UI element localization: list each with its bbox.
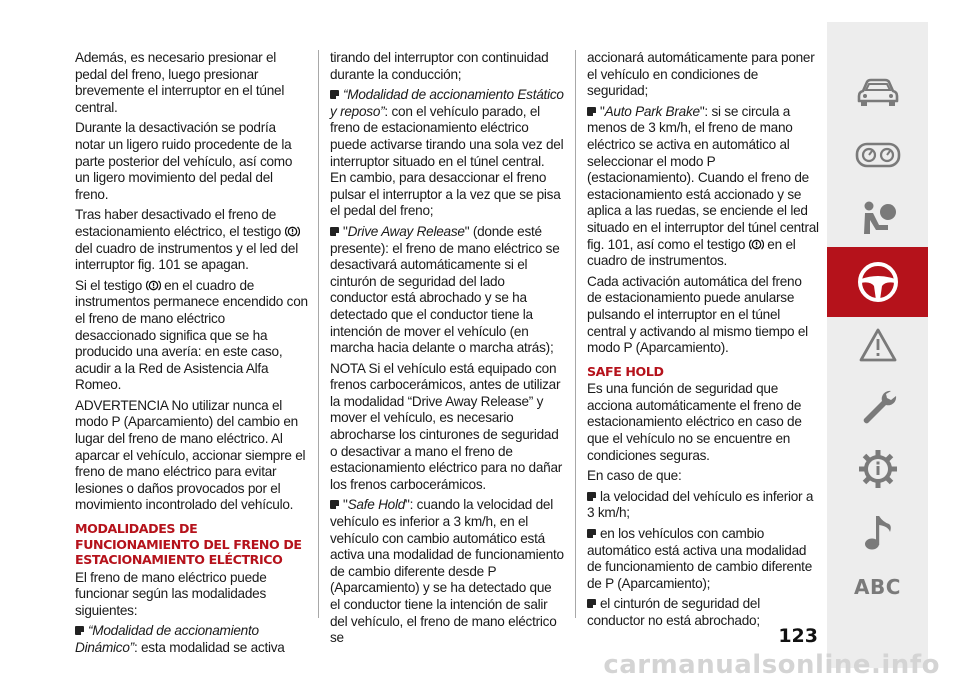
section-heading: SAFE HOLD <box>587 363 664 379</box>
bullet-item <box>330 497 564 646</box>
music-note-icon <box>861 512 895 552</box>
warning-triangle-icon <box>858 327 898 363</box>
brake-warning-lamp-icon <box>146 279 161 292</box>
paragraph: En caso de que: <box>587 468 682 484</box>
bullet-text: en los vehículos con cambio automático está activa una modalidad de funcionamiento de cambio diferente de P (Aparcamiento); <box>587 525 813 591</box>
bullet-square-icon <box>75 626 84 635</box>
mode-name: “Modalidad de accionamiento Dinámico” <box>75 623 259 655</box>
brake-warning-lamp-icon <box>749 238 764 251</box>
tab-emergency[interactable] <box>827 372 928 442</box>
quote-mark: " <box>343 223 348 239</box>
section-heading: MODALIDADES DE FUNCIONAMIENTO DEL FRENO DE ESTACIONAMIENTO ELÉCTRICO <box>75 521 302 568</box>
bullet-text: en el cuadro de instrumentos. <box>587 236 796 269</box>
page-number: 123 <box>778 625 818 647</box>
paragraph: Cada activación automática del freno de estacionamiento puede anularse pulsando el interruptor en el túnel central y activando al mismo tiempo el modo P (Aparcamiento). <box>587 273 808 356</box>
mode-name: Drive Away Release <box>347 223 465 239</box>
bullet-item <box>587 489 819 522</box>
tab-driving[interactable] <box>827 247 928 317</box>
paragraph-text: en el cuadro de instrumentos permanece encendido con el freno de mano eléctrico desaccionado significa que se ha producido una avería: en este caso, acudir a la Red de Asistencia Alfa Romeo. <box>75 277 308 393</box>
tab-vehicle[interactable] <box>827 57 928 127</box>
paragraph <box>75 278 309 394</box>
paragraph <box>75 207 309 273</box>
dashboard-gauges-icon <box>855 141 901 169</box>
bullet-square-icon <box>587 107 596 116</box>
warning-paragraph: ADVERTENCIA No utilizar nunca el modo P (Aparcamiento) del cambio en lugar del freno de mano eléctrico. Al aparcar el vehículo, accionar siempre el freno de mano eléctrico para evitar lesiones o daños provocados por el movimiento incontrolado del vehículo. <box>75 397 306 513</box>
gear-info-icon <box>856 447 900 491</box>
bullet-item <box>587 526 819 592</box>
bullet-text: el cinturón de seguridad del conductor no está abrochado; <box>587 596 761 628</box>
tab-instruments[interactable] <box>827 120 928 190</box>
mode-name: Auto Park Brake <box>604 103 700 119</box>
text-column-2 <box>330 50 564 651</box>
column-divider <box>575 50 576 618</box>
wrench-icon <box>858 387 898 427</box>
steering-wheel-icon <box>856 260 900 304</box>
bullet-item <box>75 623 309 656</box>
mode-name: “Modalidad de accionamiento Estático y reposo” <box>330 87 564 119</box>
paragraph: El freno de mano eléctrico puede funcionar según las modalidades siguientes: <box>75 569 267 618</box>
bullet-item <box>330 224 564 357</box>
bullet-square-icon <box>330 90 339 99</box>
bullet-square-icon <box>330 227 339 236</box>
paragraph: Durante la desactivación se podría notar un ligero ruido procedente de la parte posterior del vehículo, así como un ligero movimiento del pedal del freno. <box>75 120 293 202</box>
paragraph-text: Tras haber desactivado el freno de estacionamiento eléctrico, el testigo <box>75 207 282 239</box>
bullet-text: : esta modalidad se activa <box>133 639 285 655</box>
tab-warnings[interactable] <box>827 310 928 380</box>
bullet-item <box>330 87 564 220</box>
text-column-3 <box>587 50 819 634</box>
paragraph: Además, es necesario presionar el pedal del freno, luego presionar brevemente el interruptor en el túnel central. <box>75 50 285 115</box>
bullet-text: la velocidad del vehículo es inferior a 3 km/h; <box>587 488 814 521</box>
paragraph: tirando del interruptor con continuidad durante la conducción; <box>330 50 549 82</box>
bullet-square-icon <box>330 500 339 509</box>
tab-safety[interactable] <box>827 183 928 253</box>
quote-mark: " <box>343 497 348 513</box>
text-column-1 <box>75 50 309 661</box>
quote-mark: " <box>600 103 605 119</box>
bullet-text: ": cuando la velocidad del vehículo es inferior a 3 km/h, en el vehículo con cambio automático está activa una modalidad de funcionamiento de cambio diferente desde P (Aparcamiento) y se ha detectado que el conductor tiene la intención de salir del vehículo, el freno de mano eléctrico se <box>330 497 564 646</box>
note-paragraph: NOTA Si el vehículo está equipado con frenos carbocerámicos, antes de utilizar la modalidad “Drive Away Release” y mover el vehículo, es necesario abrocharse los cinturones de seguridad o desactivar a mano el freno de estacionamiento eléctrico para no dañar los frenos carbocerámicos. <box>330 360 563 492</box>
chapter-sidebar <box>827 22 928 668</box>
bullet-square-icon <box>587 599 596 608</box>
bullet-square-icon <box>587 492 596 501</box>
bullet-text: ": si se circula a menos de 3 km/h, el freno de mano eléctrico se activa en automático al seleccionar el modo P (estacionamiento). Cuando el freno de estacionamiento está accionado y se aplica a las ruedas, se enciende el led situado en el interruptor del túnel central fig. 101, así como el testigo <box>587 103 819 252</box>
paragraph-text: Si el testigo <box>75 277 143 293</box>
bullet-text: " (donde esté presente): el freno de mano eléctrico se desactivará automáticamente si el cinturón de seguridad del lado conductor está abrochado y se ha detectado que el conductor tiene la intención de mover el vehículo (en marcha hacia delante o marcha atrás); <box>330 223 560 356</box>
paragraph: accionará automáticamente para poner el vehículo en condiciones de seguridad; <box>587 50 815 99</box>
airbag-passenger-icon <box>858 198 898 238</box>
bullet-square-icon <box>587 529 596 538</box>
index-abc-label: ABC <box>854 575 901 599</box>
tab-index[interactable] <box>827 552 928 622</box>
brake-warning-lamp-icon <box>285 225 300 238</box>
watermark: carmanualsonline.info <box>603 650 940 680</box>
car-icon <box>857 77 899 107</box>
bullet-item <box>587 104 819 270</box>
paragraph-text: del cuadro de instrumentos y el led del interruptor fig. 101 se apagan. <box>75 240 298 273</box>
bullet-text: : con el vehículo parado, el freno de estacionamiento eléctrico puede activarse tirando una sola vez del interruptor situado en el túnel central. En cambio, para desaccionar el freno pulsar el interruptor a la vez que se pisa el pedal del freno; <box>330 103 564 219</box>
tab-maintenance[interactable] <box>827 434 928 504</box>
mode-name: Safe Hold <box>347 497 406 513</box>
column-divider <box>318 50 319 618</box>
paragraph: Es una función de seguridad que acciona automáticamente el freno de estacionamiento eléctrico en caso de que el vehículo no se encuentre en condiciones seguras. <box>587 381 802 463</box>
